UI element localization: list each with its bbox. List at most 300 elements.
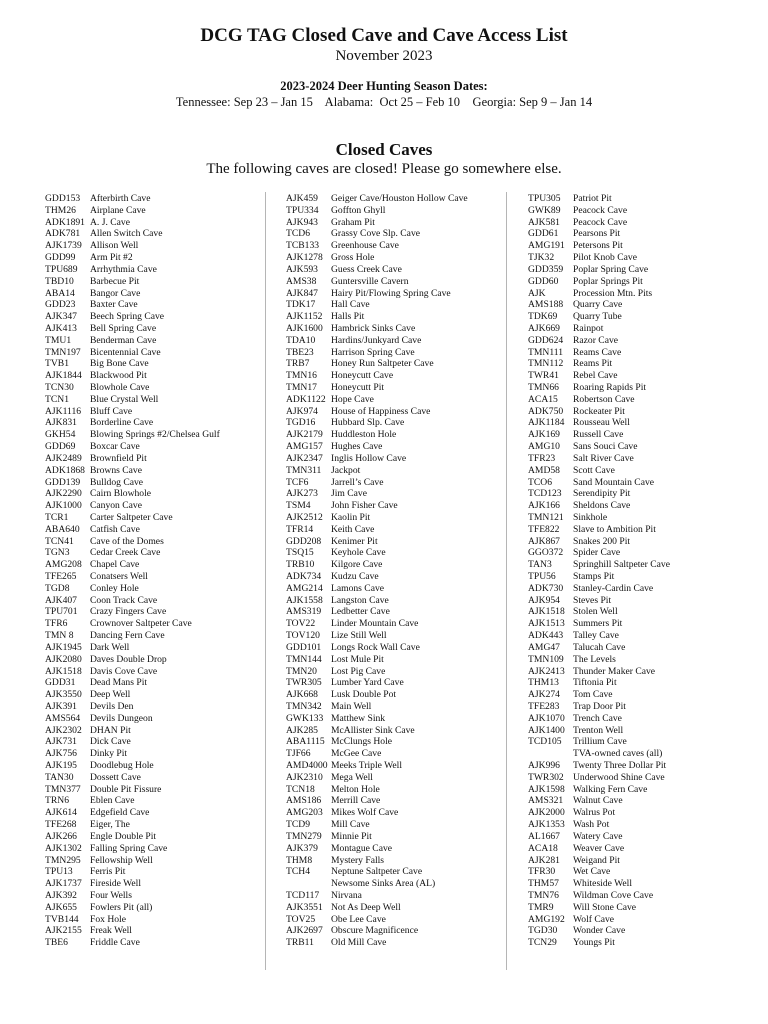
cave-entry — [528, 288, 756, 300]
cave-name: Rousseau Well — [573, 417, 630, 429]
cave-code: AJK2302 — [45, 724, 82, 736]
cave-code: TJF66 — [286, 748, 311, 760]
cave-name: Davis Cove Cave — [90, 665, 158, 677]
cave-entry — [286, 370, 514, 382]
cave-entry — [286, 429, 514, 441]
cave-name: Procession Mtn. Pits — [573, 287, 653, 299]
cave-code: TFE265 — [45, 571, 77, 582]
cave-entry — [286, 382, 514, 394]
cave-name: Kenimer Pit — [331, 535, 378, 547]
cave-entry — [528, 488, 756, 500]
cave-code: AMS319 — [286, 606, 322, 618]
cave-code: TCN41 — [45, 535, 74, 547]
cave-entry — [286, 689, 514, 701]
cave-entry — [286, 228, 514, 240]
cave-entry — [45, 878, 273, 890]
cave-name: Fireside Well — [90, 878, 142, 890]
cave-name: Guntersville Cavern — [331, 275, 409, 287]
cave-code: TPU56 — [528, 571, 556, 582]
cave-code: TCH4 — [286, 866, 310, 878]
cave-entry — [528, 323, 756, 335]
cave-entry — [528, 878, 756, 890]
cave-entry — [286, 937, 514, 949]
cave-entry — [286, 500, 514, 512]
cave-code: AJK2413 — [528, 665, 565, 677]
cave-entry — [45, 701, 273, 713]
cave-name: Pearsons Pit — [573, 228, 621, 240]
cave-entry — [286, 677, 514, 689]
cave-entry — [528, 606, 756, 618]
cave-code: AJK2512 — [286, 511, 323, 523]
cave-name: McAllister Sink Cave — [331, 724, 415, 736]
cave-name: Lusk Double Pot — [331, 689, 397, 701]
cave-code: AJK1945 — [45, 641, 82, 653]
cave-name: Lost Mule Pit — [331, 653, 384, 665]
cave-name: Bluff Cave — [90, 405, 133, 417]
cave-name: Blowing Springs #2/Chelsea Gulf — [90, 429, 220, 441]
cave-name: Allison Well — [90, 240, 139, 252]
cave-code: AJK2310 — [286, 771, 323, 783]
cave-entry — [45, 772, 273, 784]
cave-name: Old Mill Cave — [331, 937, 387, 949]
cave-entry — [45, 890, 273, 902]
cave-code: AJK1353 — [528, 819, 565, 831]
cave-code: AMG157 — [286, 441, 323, 453]
cave-code: AJK195 — [45, 760, 77, 771]
cave-name: Obscure Magnificence — [331, 925, 419, 937]
cave-code: TRB10 — [286, 559, 315, 571]
cave-name: Talucah Cave — [573, 641, 626, 653]
cave-code: ACA15 — [528, 393, 558, 405]
cave-code: AJK169 — [528, 429, 560, 441]
cave-entry — [528, 429, 756, 441]
cave-code: AJK669 — [528, 322, 560, 334]
cave-entry — [286, 866, 514, 878]
cave-name: Summers Pit — [573, 618, 623, 630]
cave-entry — [45, 264, 273, 276]
cave-code: AJK285 — [286, 724, 318, 736]
cave-name: Lost Pig Cave — [331, 665, 386, 677]
cave-code: GDD153 — [45, 193, 81, 204]
cave-name: Patriot Pit — [573, 193, 612, 204]
cave-name: Friddle Cave — [90, 937, 140, 949]
cave-entry — [528, 252, 756, 264]
cave-code: TMU1 — [45, 334, 72, 346]
cave-code: ADK781 — [45, 228, 81, 240]
cave-entry — [286, 488, 514, 500]
cave-name: Thunder Maker Cave — [573, 665, 656, 677]
cave-name: Sheldons Cave — [573, 500, 631, 512]
cave-name: Devils Den — [90, 700, 134, 712]
cave-entry — [45, 512, 273, 524]
cave-code: AJK274 — [528, 689, 560, 701]
cave-entry — [286, 713, 514, 725]
cave-entry — [528, 311, 756, 323]
cave-code: GDD23 — [45, 299, 76, 311]
cave-code: TMN295 — [45, 854, 81, 866]
cave-name: Greenhouse Cave — [331, 240, 399, 252]
cave-entry — [45, 819, 273, 831]
season-dates: Tennessee: Sep 23 – Jan 15 Alabama: Oct 25 – Feb 10 Georgia: Sep 9 – Jan 14 — [175, 95, 593, 109]
cave-name: Walnut Cave — [573, 795, 623, 807]
cave-entry — [45, 252, 273, 264]
cave-code: AMG214 — [286, 582, 323, 594]
cave-code: GDD99 — [45, 252, 76, 264]
cave-code: TCD6 — [286, 228, 310, 240]
cave-name: Nirvana — [331, 889, 362, 901]
cave-code: TGN3 — [45, 547, 70, 559]
cave-entry — [528, 713, 756, 725]
cave-name: Rebel Cave — [573, 370, 618, 382]
cave-entry — [286, 878, 514, 890]
cave-code: AJK2347 — [286, 452, 323, 464]
cave-name: Stamps Pit — [573, 571, 615, 582]
cave-entry — [528, 205, 756, 217]
cave-code: GDD624 — [528, 334, 564, 346]
cave-code: TVB144 — [45, 913, 79, 925]
cave-code: TFE822 — [528, 523, 560, 535]
cave-code: ABA14 — [45, 287, 75, 299]
cave-name: Halls Pit — [331, 311, 365, 323]
cave-name: Wolf Cave — [573, 913, 615, 925]
cave-name: Stolen Well — [573, 606, 618, 618]
cave-entry — [45, 925, 273, 937]
cave-name: Robertson Cave — [573, 393, 635, 405]
cave-code: AJK731 — [45, 736, 77, 748]
cave-entry — [45, 666, 273, 678]
cave-name: DHAN Pit — [90, 724, 131, 736]
cave-entry — [528, 465, 756, 477]
cave-name: Fowlers Pit (all) — [90, 901, 153, 913]
cave-entry — [528, 701, 756, 713]
cave-code: GDD60 — [528, 275, 559, 287]
cave-entry — [528, 382, 756, 394]
cave-name: Kudzu Cave — [331, 571, 379, 582]
cave-code: AJK392 — [45, 889, 77, 901]
cave-code: ADK443 — [528, 630, 564, 642]
cave-name: House of Happiness Cave — [331, 405, 431, 417]
cave-code: AMG208 — [45, 559, 82, 571]
cave-code: TMN377 — [45, 783, 81, 795]
cave-code: TPU13 — [45, 866, 73, 878]
cave-code: AJK1302 — [45, 842, 82, 854]
cave-code: TMN197 — [45, 346, 81, 358]
cave-code: GKH54 — [45, 429, 76, 441]
cave-code: AJK1070 — [528, 712, 565, 724]
cave-entry — [45, 937, 273, 949]
cave-entry — [286, 323, 514, 335]
cave-entry — [286, 725, 514, 737]
cave-entry — [45, 228, 273, 240]
cave-entry — [45, 240, 273, 252]
cave-entry — [528, 925, 756, 937]
cave-entry — [528, 193, 756, 205]
cave-name: Trillium Cave — [573, 736, 627, 748]
cave-entry — [286, 512, 514, 524]
cave-entry — [286, 524, 514, 536]
cave-code: AJK831 — [45, 417, 77, 429]
cave-code: AJK273 — [286, 488, 318, 500]
cave-code: TCD9 — [286, 819, 310, 831]
cave-entry — [528, 335, 756, 347]
cave-code: AJK266 — [45, 830, 77, 842]
cave-entry — [528, 772, 756, 784]
cave-name: Four Wells — [90, 889, 132, 901]
cave-name: Bicentennial Cave — [90, 346, 161, 358]
cave-entry — [45, 488, 273, 500]
cave-name: Trap Door Pit — [573, 700, 626, 712]
cave-name: Allen Switch Cave — [90, 228, 163, 240]
cave-name: Weigand Pit — [573, 854, 620, 866]
cave-name: Cedar Creek Cave — [90, 547, 161, 559]
cave-name: Poplar Spring Cave — [573, 263, 649, 275]
cave-code: TWR305 — [286, 677, 322, 689]
cave-entry — [286, 748, 514, 760]
cave-name: Walrus Pot — [573, 807, 616, 819]
cave-entry — [45, 902, 273, 914]
cave-code: TCN1 — [45, 393, 69, 405]
cave-name: Talley Cave — [573, 630, 619, 642]
cave-name: McGee Cave — [331, 748, 382, 760]
cave-name: Eiger, The — [90, 819, 130, 831]
cave-name: Coon Track Cave — [90, 594, 158, 606]
cave-name: Conley Hole — [90, 582, 139, 594]
cave-entry — [45, 524, 273, 536]
cave-code: AJK1000 — [45, 500, 82, 512]
cave-name: Melton Hole — [331, 783, 380, 795]
cave-code: AJK1278 — [286, 252, 323, 264]
cave-entry — [45, 795, 273, 807]
cave-entry — [45, 358, 273, 370]
cave-name: Poplar Springs Pit — [573, 275, 643, 287]
section-subtitle: The following caves are closed! Please go somewhere else. — [206, 161, 562, 177]
cave-name: Reams Cave — [573, 346, 622, 358]
cave-name: Jarrell’s Cave — [331, 476, 384, 488]
cave-name: Underwood Shine Cave — [573, 771, 665, 783]
cave-entry — [45, 748, 273, 760]
cave-name: Keyhole Cave — [331, 547, 386, 559]
cave-entry — [528, 937, 756, 949]
cave-name: Arm Pit #2 — [90, 252, 133, 264]
cave-name: Doodlebug Hole — [90, 760, 154, 771]
cave-code: AMS186 — [286, 795, 322, 807]
cave-name: Crownover Saltpeter Cave — [90, 618, 192, 630]
cave-code — [286, 878, 331, 890]
cave-name: TVA-owned caves (all) — [573, 748, 663, 760]
cave-name: Wet Cave — [573, 866, 611, 878]
cave-entry — [528, 559, 756, 571]
cave-code: TCN18 — [286, 783, 315, 795]
cave-entry — [286, 701, 514, 713]
cave-code: AJK2155 — [45, 925, 82, 937]
cave-name: Mill Cave — [331, 819, 370, 831]
cave-entry — [528, 500, 756, 512]
cave-name: Merrill Cave — [331, 795, 381, 807]
cave-code: AJK655 — [45, 901, 77, 913]
cave-code: TCD123 — [528, 488, 562, 500]
cave-code: TPU701 — [45, 606, 78, 618]
cave-code: AMD58 — [528, 464, 560, 476]
cave-name: Watery Cave — [573, 830, 623, 842]
cave-name: Wildman Cove Cave — [573, 889, 654, 901]
cave-entry — [286, 536, 514, 548]
cave-code: AJK614 — [45, 807, 77, 819]
cave-entry — [286, 666, 514, 678]
cave-name: Hall Cave — [331, 299, 370, 311]
cave-code: AJK2290 — [45, 488, 82, 500]
cave-entry — [528, 264, 756, 276]
cave-name: Slave to Ambition Pit — [573, 523, 656, 535]
cave-entry — [45, 453, 273, 465]
cave-entry — [45, 370, 273, 382]
cave-name: Dick Cave — [90, 736, 131, 748]
cave-code: TAN3 — [528, 559, 552, 571]
cave-name: Dark Well — [90, 641, 130, 653]
cave-entry — [528, 228, 756, 240]
cave-entry — [286, 831, 514, 843]
cave-name: Springhill Saltpeter Cave — [573, 559, 670, 571]
cave-code: GDD61 — [528, 228, 559, 240]
cave-code: ABA640 — [45, 523, 80, 535]
cave-code: TGD16 — [286, 417, 316, 429]
cave-code: TBE6 — [45, 937, 68, 949]
cave-name: Rainpot — [573, 322, 604, 334]
cave-code: TMN111 — [528, 346, 563, 358]
cave-code: ABA1115 — [286, 736, 325, 748]
cave-entry — [286, 335, 514, 347]
cave-entry — [528, 736, 756, 748]
cave-name: Petersons Pit — [573, 240, 623, 252]
cave-entry — [45, 855, 273, 867]
cave-name: Quarry Tube — [573, 311, 622, 323]
cave-entry — [528, 689, 756, 701]
cave-entry — [45, 500, 273, 512]
cave-entry — [45, 335, 273, 347]
cave-entry — [45, 713, 273, 725]
cave-name: Hope Cave — [331, 393, 374, 405]
cave-name: Quarry Cave — [573, 299, 623, 311]
cave-entry — [45, 276, 273, 288]
cave-code: AJK166 — [528, 500, 560, 512]
cave-code: TMN144 — [286, 653, 322, 665]
cave-code: TMR9 — [528, 901, 554, 913]
cave-code: AJK1518 — [528, 606, 565, 618]
cave-code: TPU334 — [286, 204, 319, 216]
cave-entry — [45, 914, 273, 926]
cave-name: Mikes Wolf Cave — [331, 807, 399, 819]
cave-name: Huddleston Hole — [331, 429, 397, 441]
cave-entry — [286, 595, 514, 607]
cave-name: Barbecue Pit — [90, 275, 140, 287]
cave-entry — [45, 477, 273, 489]
cave-name: Hairy Pit/Flowing Spring Cave — [331, 287, 451, 299]
cave-code: THM26 — [45, 204, 76, 216]
cave-code: TMN311 — [286, 464, 322, 476]
cave-code: TCN30 — [45, 382, 74, 393]
cave-entry — [45, 654, 273, 666]
cave-code: GGO372 — [528, 547, 564, 559]
cave-entry — [528, 807, 756, 819]
cave-code: AJK407 — [45, 594, 77, 606]
cave-code: AJK2080 — [45, 653, 82, 665]
cave-code: TPU305 — [528, 193, 561, 204]
cave-entry — [286, 559, 514, 571]
cave-name: Graham Pit — [331, 216, 375, 228]
cave-entry — [286, 606, 514, 618]
cave-entry — [286, 252, 514, 264]
cave-code: AJK996 — [528, 760, 560, 771]
cave-name: Keith Cave — [331, 523, 375, 535]
cave-code: AMS564 — [45, 712, 81, 724]
cave-entry — [45, 394, 273, 406]
cave-entry — [45, 606, 273, 618]
cave-name: Harrison Spring Cave — [331, 346, 415, 358]
cave-entry — [45, 382, 273, 394]
cave-name: Longs Rock Wall Cave — [331, 641, 420, 653]
cave-entry — [286, 772, 514, 784]
cave-entry — [528, 571, 756, 583]
cave-name: Trenton Well — [573, 724, 624, 736]
cave-name: Canyon Cave — [90, 500, 142, 512]
cave-entry — [286, 890, 514, 902]
cave-entry — [528, 666, 756, 678]
cave-name: Cave of the Domes — [90, 535, 164, 547]
cave-entry — [45, 725, 273, 737]
cave-name: Blackwood Pit — [90, 370, 147, 382]
cave-name: Fellowship Well — [90, 854, 153, 866]
cave-entry — [286, 347, 514, 359]
cave-code: TFR30 — [528, 866, 556, 878]
cave-code: AJK1600 — [286, 322, 323, 334]
cave-name: Reams Pit — [573, 358, 613, 370]
cave-name: Gross Hole — [331, 252, 375, 264]
cave-name: Bell Spring Cave — [90, 322, 157, 334]
cave-code: TMN66 — [528, 382, 559, 393]
cave-name: Roaring Rapids Pit — [573, 382, 647, 393]
cave-entry — [45, 429, 273, 441]
cave-list-column-1 — [45, 193, 273, 949]
cave-name: Spider Cave — [573, 547, 621, 559]
cave-code: AJK281 — [528, 854, 560, 866]
cave-code: GDD31 — [45, 677, 76, 689]
cave-code: TGD8 — [45, 582, 70, 594]
cave-entry — [528, 914, 756, 926]
cave-name: Kilgore Cave — [331, 559, 383, 571]
cave-code: AJK1518 — [45, 665, 82, 677]
cave-name: Mystery Falls — [331, 854, 385, 866]
cave-entry — [286, 547, 514, 559]
cave-entry — [45, 866, 273, 878]
cave-entry — [528, 866, 756, 878]
cave-name: Trench Cave — [573, 712, 622, 724]
cave-entry — [528, 299, 756, 311]
cave-entry — [528, 831, 756, 843]
cave-code: THM13 — [528, 677, 559, 689]
cave-entry — [45, 642, 273, 654]
cave-name: Devils Dungeon — [90, 712, 153, 724]
cave-entry — [286, 736, 514, 748]
cave-entry — [528, 677, 756, 689]
cave-name: Browns Cave — [90, 464, 142, 476]
cave-name: Geiger Cave/Houston Hollow Cave — [331, 193, 468, 204]
cave-code: AJK413 — [45, 322, 77, 334]
cave-code: TCD117 — [286, 889, 320, 901]
cave-name: Boxcar Cave — [90, 441, 140, 453]
cave-entry — [45, 807, 273, 819]
cave-entry — [528, 417, 756, 429]
cave-name: Ferris Pit — [90, 866, 126, 878]
cave-entry — [528, 394, 756, 406]
